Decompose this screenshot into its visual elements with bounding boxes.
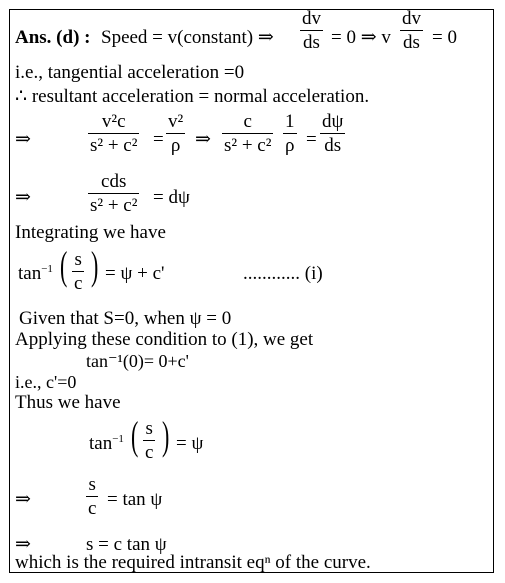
fraction-numerator: s (145, 418, 153, 439)
tan-text: tan (18, 263, 42, 284)
fraction-denominator: c (74, 273, 83, 294)
fraction-denominator: ds (303, 32, 320, 53)
fraction-numerator: dv (302, 8, 321, 29)
fraction-denominator: s² + c² (90, 135, 138, 156)
equals-tan-psi: = tan ψ (107, 489, 163, 510)
right-paren: ) (162, 413, 170, 458)
answer-label: Ans. (d) : (15, 27, 91, 48)
fraction-numerator: v² (168, 111, 184, 132)
fraction-denominator: s² + c² (224, 135, 272, 156)
fraction-numerator: v²c (101, 111, 126, 132)
s-equals-c-tan-psi: s = c tan ψ (86, 534, 167, 555)
equation-number-dots: ............ (i) (243, 263, 323, 284)
tan-inverse-zero-line: tan⁻¹(0)= 0+c' (86, 351, 189, 371)
fraction-dpsi-over-ds (320, 112, 345, 155)
right-paren: ) (91, 243, 99, 288)
thus-we-have-line: Thus we have (15, 392, 121, 413)
fraction-denominator: ds (403, 32, 420, 53)
implies-arrow-2: ⇒ (195, 129, 211, 150)
tan-inverse (89, 434, 124, 453)
equals-zero: = 0 (432, 27, 457, 48)
equals-zero-implies-v: = 0 ⇒ v (331, 27, 391, 48)
fraction-denominator: ρ (170, 135, 181, 156)
fraction-s-over-c (143, 419, 155, 462)
speed-text: Speed = v(constant) ⇒ (101, 27, 274, 48)
implies-arrow: ⇒ (15, 129, 31, 150)
left-paren: ( (60, 243, 68, 288)
fraction-denominator: ds (324, 135, 342, 156)
fraction-numerator: dv (402, 8, 421, 29)
fraction-cds-over-s2c2 (88, 172, 139, 215)
fraction-v2-over-rho (166, 112, 185, 155)
fraction-c-over-s2c2 (222, 112, 273, 155)
equals-dpsi: = dψ (153, 187, 190, 208)
fraction-denominator: c (145, 442, 154, 463)
equals-sign: = (153, 129, 164, 150)
tan-inverse (18, 264, 53, 283)
tan-text: tan (89, 433, 113, 454)
fraction-numerator: 1 (285, 111, 295, 132)
fraction-denominator: s² + c² (90, 195, 138, 216)
fraction-denominator: ρ (285, 135, 295, 156)
inverse-superscript: −1 (41, 263, 53, 275)
fraction-s-over-c (86, 475, 98, 518)
fraction-denominator: c (88, 498, 97, 519)
implies-arrow: ⇒ (15, 534, 31, 555)
fraction-dv-ds-1 (300, 9, 323, 52)
equals-sign-2: = (306, 129, 317, 150)
integrating-line: Integrating we have (15, 222, 166, 243)
implies-arrow: ⇒ (15, 489, 31, 510)
implies-arrow: ⇒ (15, 187, 31, 208)
equals-psi: = ψ (176, 433, 204, 454)
given-line: Given that S=0, when ψ = 0 (19, 308, 232, 329)
fraction-numerator: s (88, 474, 96, 495)
fraction-dv-ds-2 (400, 9, 423, 52)
fraction-s-over-c (72, 250, 84, 293)
c-prime-zero-line: i.e., c'=0 (15, 372, 77, 392)
fraction-1-over-rho (283, 112, 297, 155)
fraction-numerator: s (74, 249, 82, 270)
inverse-superscript: −1 (112, 433, 124, 445)
applying-line: Applying these condition to (1), we get (15, 329, 314, 350)
resultant-acceleration-line: ∴ resultant acceleration = normal acceleration. (15, 86, 370, 107)
fraction-numerator: cds (101, 171, 127, 192)
conclusion-line: which is the required intransit eqⁿ of the curve. (15, 552, 371, 573)
equals-psi-plus-c: = ψ + c' (105, 263, 165, 284)
left-paren: ( (131, 413, 139, 458)
fraction-numerator: c (243, 111, 252, 132)
fraction-v2c-over-s2c2 (88, 112, 139, 155)
tangential-acceleration-line: i.e., tangential acceleration =0 (15, 62, 245, 83)
fraction-numerator: dψ (322, 111, 344, 132)
